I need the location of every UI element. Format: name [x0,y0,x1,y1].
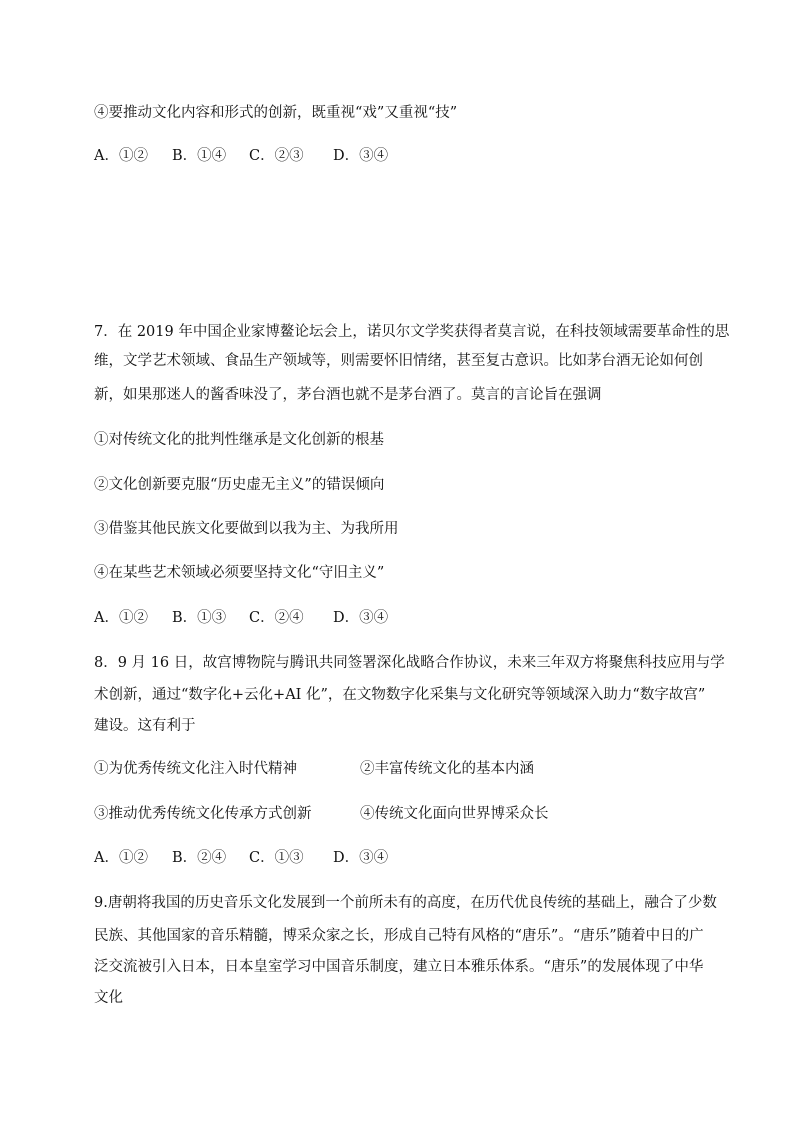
q7-option-a: A．①② [94,610,148,626]
q6-option-b: B．①④ [172,148,227,164]
q8-option-b: B．②④ [172,850,227,866]
q8-stem-line-3: 建设。这有利于 [94,718,196,734]
q7-option-b: B．①③ [172,610,227,626]
q7-item-4: ④在某些艺术领域必须要坚持文化“守旧主义” [94,565,385,581]
q8-stem-line-2: 术创新，通过“数字化+云化+AI 化”，在文物数字化采集与文化研究等领域深入助力“数字故宫” [94,687,706,703]
q8-item-1: ①为优秀传统文化注入时代精神 [94,761,297,777]
q6-item-4: ④要推动文化内容和形式的创新，既重视“戏”又重视“技” [94,105,458,121]
q6-option-c: C．②③ [249,148,304,164]
q9-stem-line-4: 文化 [94,990,123,1006]
q7-option-c: C．②④ [249,610,304,626]
q7-item-3: ③借鉴其他民族文化要做到以我为主、为我所用 [94,521,399,537]
q8-item-2: ②丰富传统文化的基本内涵 [360,761,534,777]
q8-option-a: A．①② [94,850,148,866]
q7-item-1: ①对传统文化的批判性继承是文化创新的根基 [94,432,384,448]
q8-option-d: D．③④ [333,850,389,866]
q8-item-3: ③推动优秀传统文化传承方式创新 [94,806,312,822]
q7-stem-line-1: 7．在 2019 年中国企业家博鳌论坛会上，诺贝尔文学奖获得者莫言说，在科技领域需要革命性的思 [94,324,730,340]
q7-item-2: ②文化创新要克服“历史虚无主义”的错误倾向 [94,477,385,493]
q9-stem-line-3: 泛交流被引入日本，日本皇室学习中国音乐制度，建立日本雅乐体系。“唐乐”的发展体现了中华 [94,959,704,975]
q6-option-a: A．①② [94,148,148,164]
q8-stem-line-1: 8．9 月 16 日，故宫博物院与腾讯共同签署深化战略合作协议，未来三年双方将聚焦科技应用与学 [94,655,725,671]
q7-stem-line-3: 新，如果那迷人的酱香味没了，茅台酒也就不是茅台酒了。莫言的言论旨在强调 [94,387,602,403]
q9-stem-line-2: 民族、其他国家的音乐精髓，博采众家之长，形成自己特有风格的“唐乐”。“唐乐”随着中日的广 [94,928,704,944]
q8-item-4: ④传统文化面向世界博采众长 [360,806,549,822]
q7-stem-line-2: 维，文学艺术领域、食品生产领域等，则需要怀旧情绪，甚至复古意识。比如茅台酒无论如何创 [94,353,703,369]
q7-option-d: D．③④ [333,610,389,626]
q8-option-c: C．①③ [249,850,304,866]
q6-option-d: D．③④ [333,148,389,164]
q9-stem-line-1: 9.唐朝将我国的历史音乐文化发展到一个前所未有的高度，在历代优良传统的基础上，融合了少数 [94,895,717,911]
